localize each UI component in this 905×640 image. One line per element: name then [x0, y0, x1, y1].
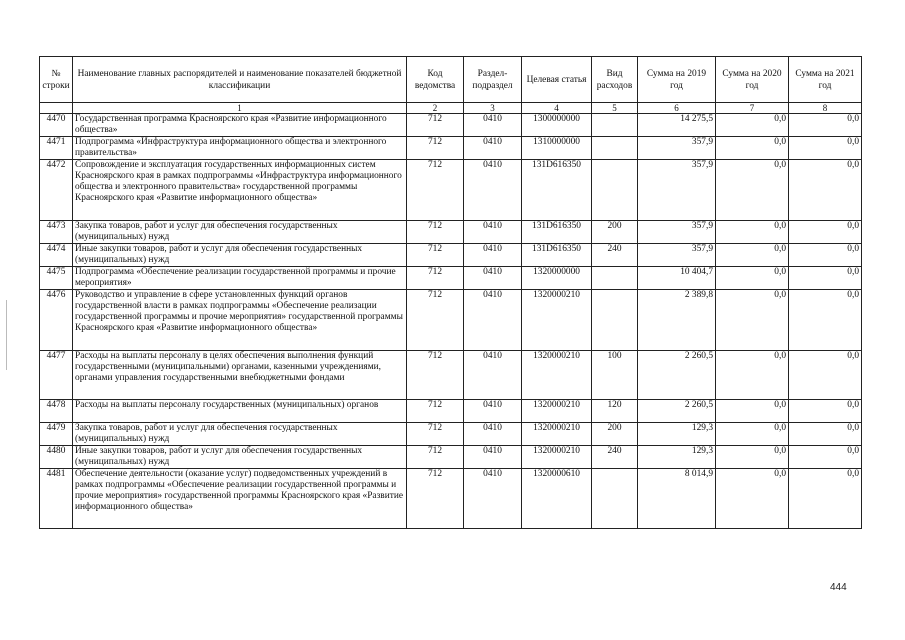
target-article: 1320000210: [522, 446, 592, 469]
column-number: 3: [464, 103, 522, 114]
row-number: 4470: [40, 114, 73, 137]
table-row: [40, 423, 862, 446]
row-name: Руководство и управление в сфере установленных функций органов государственной власти в рамках подпрограммы «Обеспечение реализации государственной программы и прочие мероприятия» государственной программы Красноярского края «Развитие информационного общества»: [73, 290, 407, 351]
row-name: Обеспечение деятельности (оказание услуг) подведомственных учреждений в рамках подпрограммы «Обеспечение реализации государственной программы и прочие мероприятия» государственной программы Красноярского края «Развитие информационного общества»: [73, 469, 407, 529]
department-code: 712: [407, 267, 464, 290]
sum-2021: 0,0: [789, 469, 862, 529]
table-row: [40, 114, 862, 137]
header-target-article: Целевая статья: [522, 57, 592, 103]
sum-2021: 0,0: [789, 244, 862, 267]
expense-type: [592, 160, 638, 221]
row-name: Расходы на выплаты персоналу в целях обеспечения выполнения функций государственными (муниципальными) органами, казенными учреждениями, органами управления государственными внебюджетными фондами: [73, 351, 407, 400]
header-expense-type: Вид расходов: [592, 57, 638, 103]
department-code: 712: [407, 221, 464, 244]
budget-table: [39, 56, 862, 529]
department-code: 712: [407, 446, 464, 469]
expense-type: [592, 267, 638, 290]
row-number: 4475: [40, 267, 73, 290]
sum-2021: 0,0: [789, 351, 862, 400]
expense-type: 240: [592, 244, 638, 267]
sum-2020: 0,0: [716, 351, 789, 400]
sum-2019: 357,9: [638, 221, 716, 244]
sum-2020: 0,0: [716, 469, 789, 529]
sum-2019: 2 260,5: [638, 400, 716, 423]
sum-2019: 129,3: [638, 423, 716, 446]
expense-type: [592, 469, 638, 529]
department-code: 712: [407, 400, 464, 423]
target-article: 1320000210: [522, 290, 592, 351]
expense-type: 120: [592, 400, 638, 423]
sum-2020: 0,0: [716, 160, 789, 221]
section-code: 0410: [464, 469, 522, 529]
section-code: 0410: [464, 446, 522, 469]
row-number: 4481: [40, 469, 73, 529]
table-row: [40, 469, 862, 529]
department-code: 712: [407, 114, 464, 137]
section-code: 0410: [464, 400, 522, 423]
target-article: 1310000000: [522, 137, 592, 160]
sum-2019: 8 014,9: [638, 469, 716, 529]
target-article: 1320000610: [522, 469, 592, 529]
sum-2021: 0,0: [789, 446, 862, 469]
sum-2020: 0,0: [716, 137, 789, 160]
sum-2020: 0,0: [716, 400, 789, 423]
column-number: 6: [638, 103, 716, 114]
row-number: 4480: [40, 446, 73, 469]
row-number: 4477: [40, 351, 73, 400]
sum-2020: 0,0: [716, 221, 789, 244]
sum-2020: 0,0: [716, 244, 789, 267]
sum-2019: 2 389,8: [638, 290, 716, 351]
section-code: 0410: [464, 160, 522, 221]
column-number: 8: [789, 103, 862, 114]
sum-2019: 357,9: [638, 244, 716, 267]
table-row: [40, 267, 862, 290]
sum-2021: 0,0: [789, 114, 862, 137]
column-number-row: [40, 103, 862, 114]
expense-type: [592, 290, 638, 351]
target-article: 1300000000: [522, 114, 592, 137]
row-name: Расходы на выплаты персоналу государственных (муниципальных) органов: [73, 400, 407, 423]
row-number: 4479: [40, 423, 73, 446]
page-number: 444: [830, 582, 847, 593]
sum-2021: 0,0: [789, 400, 862, 423]
sum-2019: 10 404,7: [638, 267, 716, 290]
row-number: 4472: [40, 160, 73, 221]
sum-2020: 0,0: [716, 290, 789, 351]
target-article: 1320000210: [522, 351, 592, 400]
header-name: Наименование главных распорядителей и наименование показателей бюджетной классификации: [73, 57, 407, 103]
header-sum-2020: Сумма на 2020 год: [716, 57, 789, 103]
department-code: 712: [407, 423, 464, 446]
expense-type: 240: [592, 446, 638, 469]
column-number: 5: [592, 103, 638, 114]
target-article: 131D616350: [522, 244, 592, 267]
header-department-code: Код ведомства: [407, 57, 464, 103]
sum-2021: 0,0: [789, 160, 862, 221]
header-row-number: № строки: [40, 57, 73, 103]
row-name: Закупка товаров, работ и услуг для обеспечения государственных (муниципальных) нужд: [73, 221, 407, 244]
sum-2021: 0,0: [789, 137, 862, 160]
row-number: 4476: [40, 290, 73, 351]
section-code: 0410: [464, 290, 522, 351]
column-number: 4: [522, 103, 592, 114]
sum-2020: 0,0: [716, 446, 789, 469]
row-name: Иные закупки товаров, работ и услуг для обеспечения государственных (муниципальных) нужд: [73, 446, 407, 469]
row-number: 4478: [40, 400, 73, 423]
table-row: [40, 351, 862, 400]
row-name: Подпрограмма «Инфраструктура информационного общества и электронного правительства»: [73, 137, 407, 160]
section-code: 0410: [464, 221, 522, 244]
row-name: Сопровождение и эксплуатация государственных информационных систем Красноярского края в рамках подпрограммы «Инфраструктура информационного общества и электронного правительства» государственной программы Красноярского края «Развитие информационного общества»: [73, 160, 407, 221]
column-number: [40, 103, 73, 114]
column-number: 1: [73, 103, 407, 114]
row-number: 4474: [40, 244, 73, 267]
sum-2019: 2 260,5: [638, 351, 716, 400]
section-code: 0410: [464, 351, 522, 400]
sum-2021: 0,0: [789, 423, 862, 446]
table-row: [40, 137, 862, 160]
row-name: Закупка товаров, работ и услуг для обеспечения государственных (муниципальных) нужд: [73, 423, 407, 446]
sum-2019: 357,9: [638, 137, 716, 160]
department-code: 712: [407, 137, 464, 160]
header-row: [40, 57, 862, 103]
target-article: 1320000210: [522, 400, 592, 423]
sum-2021: 0,0: [789, 290, 862, 351]
section-code: 0410: [464, 114, 522, 137]
sum-2019: 357,9: [638, 160, 716, 221]
row-name: Государственная программа Красноярского края «Развитие информационного общества»: [73, 114, 407, 137]
sum-2019: 14 275,5: [638, 114, 716, 137]
column-number: 7: [716, 103, 789, 114]
section-code: 0410: [464, 423, 522, 446]
sum-2020: 0,0: [716, 114, 789, 137]
target-article: 1320000000: [522, 267, 592, 290]
header-sum-2021: Сумма на 2021 год: [789, 57, 862, 103]
department-code: 712: [407, 351, 464, 400]
header-sum-2019: Сумма на 2019 год: [638, 57, 716, 103]
department-code: 712: [407, 290, 464, 351]
expense-type: 200: [592, 423, 638, 446]
expense-type: [592, 137, 638, 160]
scan-margin-line: [6, 300, 7, 370]
row-name: Иные закупки товаров, работ и услуг для обеспечения государственных (муниципальных) нужд: [73, 244, 407, 267]
expense-type: 100: [592, 351, 638, 400]
table-row: [40, 290, 862, 351]
section-code: 0410: [464, 137, 522, 160]
sum-2019: 129,3: [638, 446, 716, 469]
expense-type: [592, 114, 638, 137]
table-row: [40, 244, 862, 267]
header-section: Раздел-подраздел: [464, 57, 522, 103]
target-article: 1320000210: [522, 423, 592, 446]
sum-2020: 0,0: [716, 423, 789, 446]
sum-2020: 0,0: [716, 267, 789, 290]
target-article: 131D616350: [522, 221, 592, 244]
table-row: [40, 160, 862, 221]
target-article: 131D616350: [522, 160, 592, 221]
sum-2021: 0,0: [789, 221, 862, 244]
sum-2021: 0,0: [789, 267, 862, 290]
row-name: Подпрограмма «Обеспечение реализации государственной программы и прочие мероприятия»: [73, 267, 407, 290]
department-code: 712: [407, 469, 464, 529]
expense-type: 200: [592, 221, 638, 244]
section-code: 0410: [464, 244, 522, 267]
row-number: 4471: [40, 137, 73, 160]
table-row: [40, 446, 862, 469]
department-code: 712: [407, 244, 464, 267]
table-row: [40, 400, 862, 423]
column-number: 2: [407, 103, 464, 114]
table-row: [40, 221, 862, 244]
department-code: 712: [407, 160, 464, 221]
row-number: 4473: [40, 221, 73, 244]
section-code: 0410: [464, 267, 522, 290]
